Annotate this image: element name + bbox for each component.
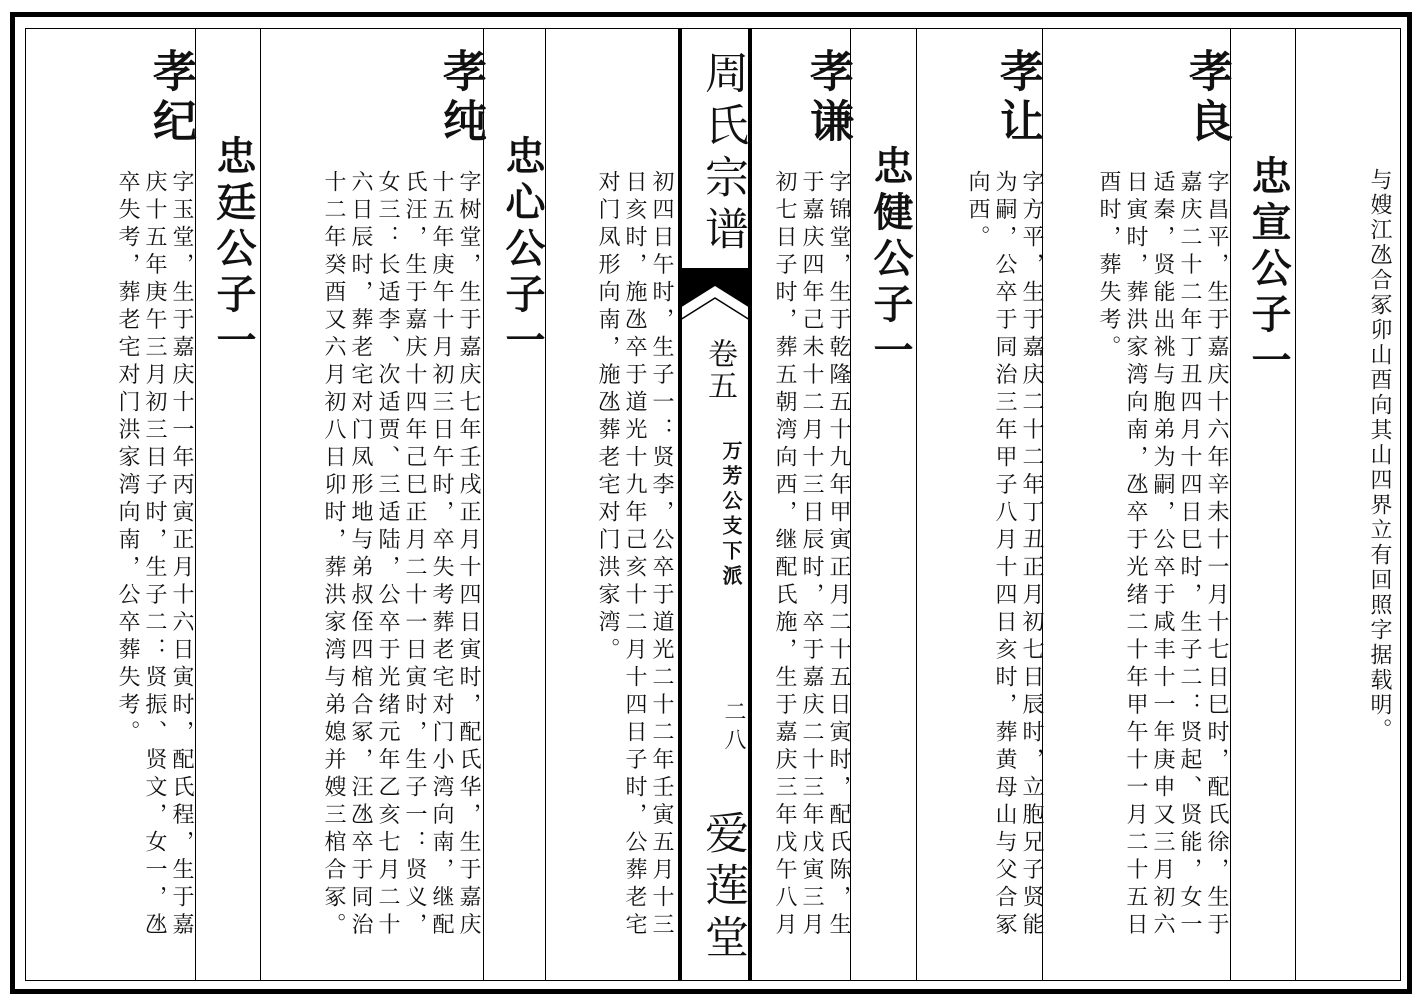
- center-fold-line-left: [678, 29, 682, 980]
- entry-text: 字树堂，生于嘉庆七年壬戌正月十四日寅时，配氏华，生于嘉庆十五年庚午十月初三日午时，卒失考葬老宅对门小湾向南，继配氏汪，生于嘉庆十四年己巳正月二十一日寅时，生子一：贤义，女三：长适李、次适贾、三适陆，公卒于光绪元年乙亥七月二十六日辰时，葬老宅对门凤形地与弟叔侄四棺合冢，汪氹卒于同治十二年癸酉又六月初八日卯时，葬洪家湾与弟媳并嫂三棺合冢。: [321, 170, 481, 940]
- entry-text: 字锦堂，生于乾隆五十九年甲寅正月二十五日寅时，配氏陈，生于嘉庆四年己未十二月十三日辰时，卒于嘉庆二十三年戊寅三月初七日子时，葬五朝湾向西，继配氏施，生于嘉庆三年戊午八月: [772, 170, 851, 940]
- generation-name: 孝良: [1181, 48, 1232, 148]
- entry-text: 字方平，生于嘉庆二十二年丁丑正月初七日辰时，立胞兄子贤能为嗣，公卒于同治三年甲子八月十四日亥时，葬黄母山与父合冢向西。: [965, 170, 1044, 940]
- column-divider: [1230, 29, 1231, 980]
- column-divider: [195, 29, 196, 980]
- genealogy-title: 周氏宗谱: [697, 50, 748, 258]
- entry-text: 字玉堂，生于嘉庆十一年丙寅正月十六日寅时，配氏程，生于嘉庆十五年庚午三月初三日子时，生子二：贤振、贤文，女一，氹卒失考，葬老宅对门洪家湾向南，公卒葬失考。: [115, 170, 194, 940]
- branch-label: 万芳公支下派: [719, 440, 743, 590]
- page-number: 二八: [721, 700, 746, 756]
- person-heading: 忠廷公子一: [210, 135, 257, 365]
- column-divider: [483, 29, 484, 980]
- generation-name: 孝纯: [435, 48, 486, 148]
- fishtail-ornament: [680, 268, 750, 338]
- person-heading: 忠健公子一: [867, 145, 914, 375]
- person-heading: 忠宣公子一: [1245, 155, 1292, 385]
- continuation-text: 初四日午时，生子一：贤李，公卒于道光二十二年壬寅五月十三日亥时，施氹卒于道光十九年己亥十二月十四日子时，公葬老宅对门凤形向南，施氹葬老宅对门洪家湾。: [595, 170, 674, 940]
- carry-over-text: 与嫂江氹合冢卯山酉向其山四界立有回照字据载明。: [1367, 168, 1392, 743]
- generation-name: 孝让: [992, 48, 1043, 148]
- person-heading: 忠心公子一: [499, 135, 546, 365]
- generation-name: 孝谦: [802, 48, 853, 148]
- entry-text: 字昌平，生于嘉庆十六年辛未十一月十七日巳时，配氏徐，生于嘉庆二十二年丁丑四月十四日巳时，生子二：贤起、贤能，女一适秦，贤能出祧与胞弟为嗣，公卒于咸丰十一年庚申又三月初六日寅时，葬洪家湾向南，氹卒于光绪二十年甲午十一月二十五日酉时，葬失考。: [1096, 170, 1229, 940]
- hall-name: 爱莲堂: [697, 810, 748, 966]
- generation-name: 孝纪: [145, 48, 196, 148]
- volume-label: 卷五: [702, 338, 737, 402]
